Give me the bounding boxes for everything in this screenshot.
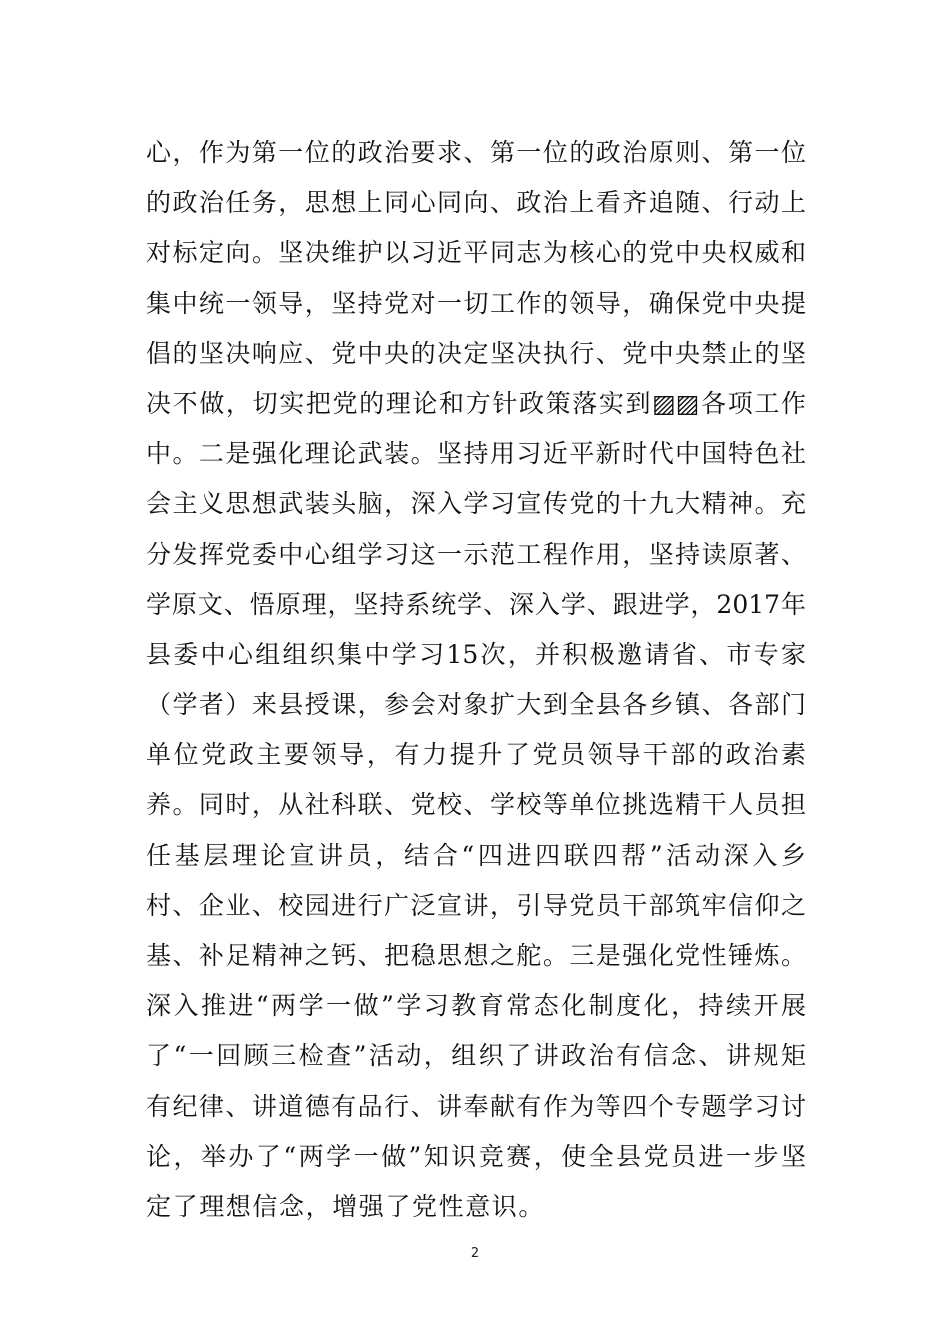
- text-line: 单位党政主要领导，有力提升了党员领导干部的政治素: [146, 740, 806, 770]
- text-line: 对标定向。坚决维护以习近平同志为核心的党中央权威和: [146, 238, 806, 268]
- text-line: 的政治任务，思想上同心同向、政治上看齐追随、行动上: [146, 188, 806, 218]
- text-line: 中。二是强化理论武装。坚持用习近平新时代中国特色社: [146, 439, 806, 469]
- text-line: 学原文、悟原理，坚持系统学、深入学、跟进学，2017年: [146, 589, 806, 619]
- text-line: 任基层理论宣讲员，结合“四进四联四帮”活动深入乡: [146, 840, 806, 870]
- text-line: 深入推进“两学一做”学习教育常态化制度化，持续开展: [146, 991, 806, 1021]
- text-line: 倡的坚决响应、党中央的决定坚决执行、党中央禁止的坚: [146, 338, 806, 368]
- text-line: 论，举办了“两学一做”知识竞赛，使全县党员进一步坚: [146, 1141, 806, 1171]
- body-paragraph: [146, 128, 806, 1232]
- text-line: （学者）来县授课，参会对象扩大到全县各乡镇、各部门: [146, 690, 806, 720]
- page-number: 2: [470, 1246, 480, 1261]
- text-line: 基、补足精神之钙、把稳思想之舵。三是强化党性锤炼。: [146, 941, 806, 970]
- text-line: 有纪律、讲道德有品行、讲奉献有作为等四个专题学习讨: [146, 1091, 806, 1121]
- text-line: 了“一回顾三检查”活动，组织了讲政治有信念、讲规矩: [146, 1041, 806, 1071]
- text-line: 县委中心组组织集中学习15次，并积极邀请省、市专家: [146, 639, 806, 669]
- text-line: 心，作为第一位的政治要求、第一位的政治原则、第一位: [146, 138, 806, 167]
- text-line: 决不做，切实把党的理论和方针政策落实到▨▨各项工作: [146, 388, 806, 418]
- text-line: 会主义思想武装头脑，深入学习宣传党的十九大精神。充: [146, 489, 806, 519]
- text-line: 集中统一领导，坚持党对一切工作的领导，确保党中央提: [146, 288, 806, 318]
- text-line: 定了理想信念，增强了党性意识。: [146, 1191, 546, 1221]
- text-line: 分发挥党委中心组学习这一示范工程作用，坚持读原著、: [146, 539, 806, 569]
- text-line: 养。同时，从社科联、党校、学校等单位挑选精干人员担: [146, 790, 806, 820]
- text-line: 村、企业、校园进行广泛宣讲，引导党员干部筑牢信仰之: [146, 890, 806, 920]
